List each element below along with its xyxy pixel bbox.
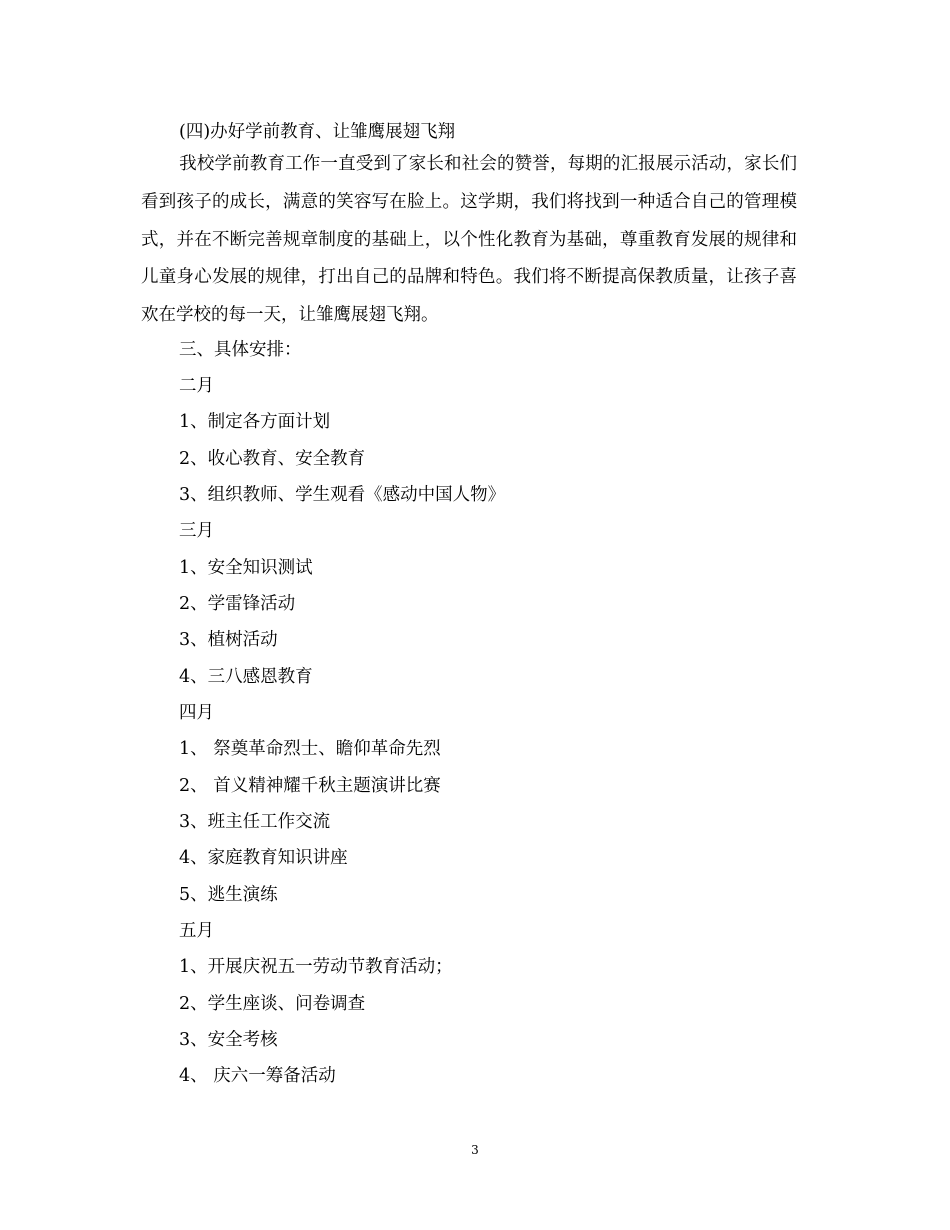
section-heading: (四)办好学前教育、让雏鹰展翅飞翔 xyxy=(179,122,456,142)
list-item: 2、学雷锋活动 xyxy=(179,594,296,614)
list-item: 5、逃生演练 xyxy=(179,885,278,905)
month-heading: 五月 xyxy=(179,921,214,941)
list-item: 2、收心教育、安全教育 xyxy=(179,449,366,469)
list-item: 1、 祭奠革命烈士、瞻仰革命先烈 xyxy=(179,739,441,759)
list-item: 4、 庆六一筹备活动 xyxy=(179,1066,336,1086)
list-item: 3、组织教师、学生观看《感动中国人物》 xyxy=(179,485,506,505)
month-heading: 三月 xyxy=(179,521,214,541)
schedule-heading: 三、具体安排： xyxy=(179,340,302,360)
list-item: 3、植树活动 xyxy=(179,630,278,650)
month-heading: 二月 xyxy=(179,376,214,396)
list-item: 2、 首义精神耀千秋主题演讲比赛 xyxy=(179,776,441,796)
month-heading: 四月 xyxy=(179,703,214,723)
body-paragraph xyxy=(141,146,797,335)
list-item: 3、班主任工作交流 xyxy=(179,812,331,832)
list-item: 1、开展庆祝五一劳动节教育活动； xyxy=(179,957,453,977)
page-number: 3 xyxy=(471,1143,479,1157)
list-item: 1、安全知识测试 xyxy=(179,558,313,578)
list-item: 4、家庭教育知识讲座 xyxy=(179,848,348,868)
paragraph-text: 我校学前教育工作一直受到了家长和社会的赞誉，每期的汇报展示活动，家长们看到孩子的成长，满意的笑容写在脸上。这学期，我们将找到一种适合自己的管理模式，并在不断完善规章制度的基础上，以个性化教育为基础，尊重教育发展的规律和儿童身心发展的规律，打出自己的品牌和特色。我们将不断提高保教质量，让孩子喜欢在学校的每一天，让雏鹰展翅飞翔。 xyxy=(141,154,797,326)
list-item: 3、安全考核 xyxy=(179,1030,278,1050)
list-item: 1、制定各方面计划 xyxy=(179,412,331,432)
list-item: 2、学生座谈、问卷调查 xyxy=(179,994,366,1014)
list-item: 4、三八感恩教育 xyxy=(179,667,313,687)
